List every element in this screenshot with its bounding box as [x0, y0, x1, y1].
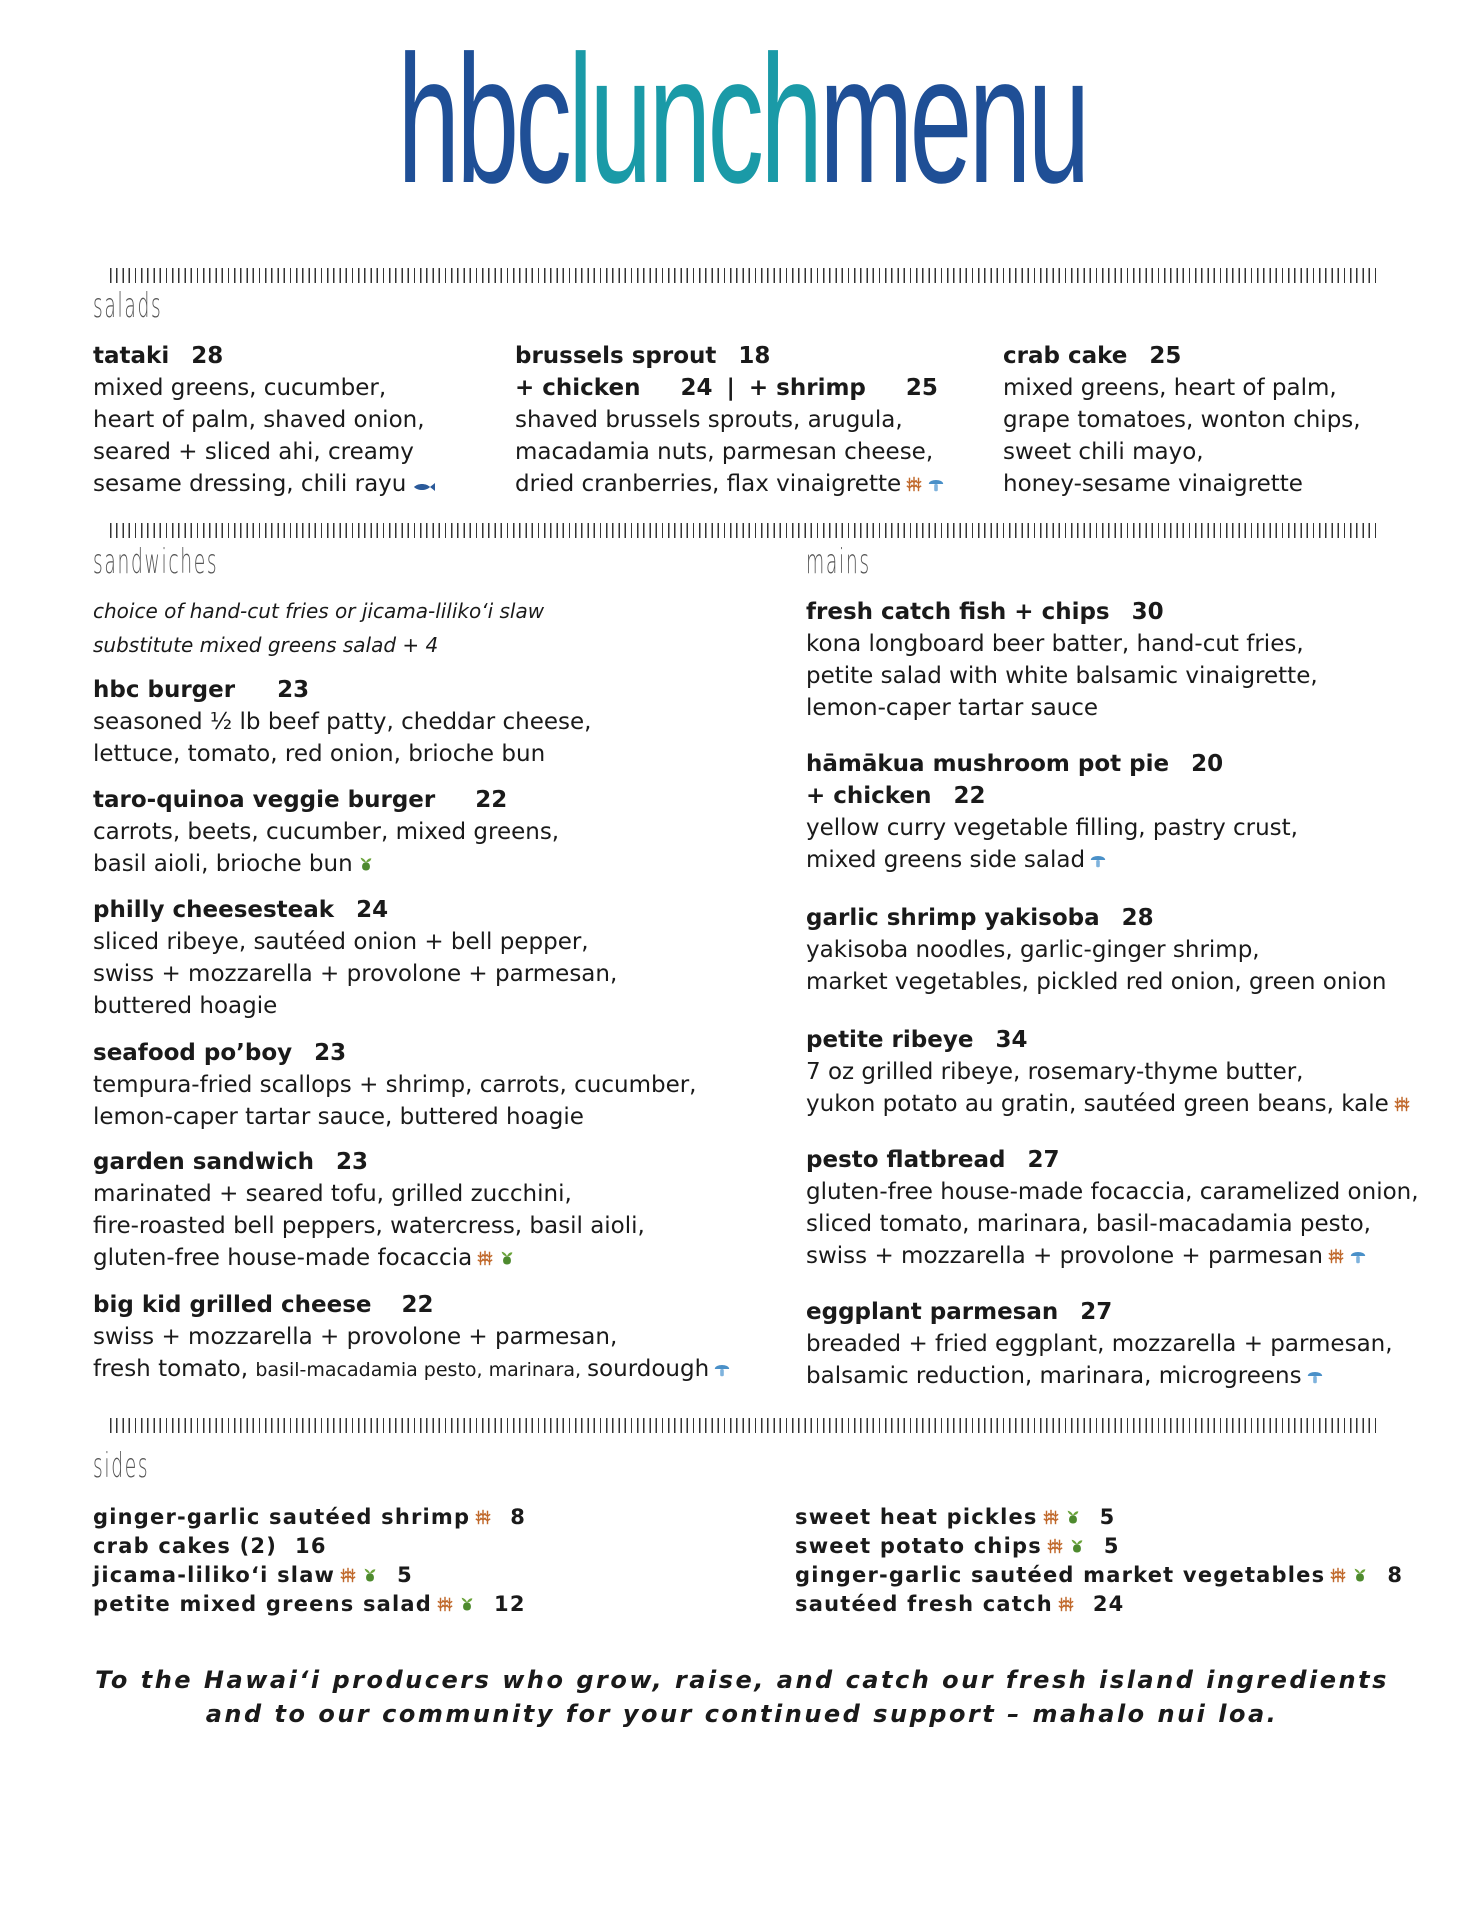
gluten-free-icon: [1046, 1537, 1064, 1555]
mushroom-icon: [1089, 851, 1107, 869]
main-item-pot-pie: [806, 748, 1298, 876]
item-desc: swiss + mozzarella + provolone + parmesan: [806, 1243, 1323, 1269]
item-desc: tempura-fried scallops + shrimp, carrots, cucumber,: [93, 1072, 697, 1098]
side-price: 12: [494, 1592, 526, 1616]
item-addon-price: 25: [905, 375, 938, 401]
item-desc: swiss + mozzarella + provolone + parmesan,: [93, 961, 618, 987]
mushroom-icon: [713, 1360, 731, 1378]
item-desc: carrots, beets, cucumber, mixed greens,: [93, 819, 560, 845]
vegetable-icon: [498, 1249, 516, 1267]
gluten-free-icon: [1042, 1508, 1060, 1526]
sides-left: [93, 1503, 526, 1619]
item-addon-price: 24: [680, 375, 713, 401]
vegetable-icon: [458, 1595, 476, 1613]
item-desc: swiss + mozzarella + provolone + parmesan,: [93, 1324, 618, 1350]
item-desc: lettuce, tomato, red onion, brioche bun: [93, 741, 546, 767]
item-name: hāmākua mushroom pot pie: [806, 751, 1170, 777]
item-desc: gluten-free house-made focaccia, caramelized onion,: [806, 1179, 1419, 1205]
separator: |: [726, 375, 735, 401]
mains-heading: mains: [806, 542, 871, 582]
side-item: [93, 1503, 526, 1532]
item-desc: shaved brussels sprouts, arugula,: [515, 407, 903, 433]
gluten-free-icon: [905, 475, 923, 493]
item-price: 20: [1191, 751, 1224, 777]
item-desc: marinated + seared tofu, grilled zucchini,: [93, 1181, 572, 1207]
mushroom-icon: [927, 475, 945, 493]
vegetable-icon: [1064, 1508, 1082, 1526]
side-name: sweet potato chips: [795, 1534, 1042, 1558]
item-addon: + shrimp: [748, 375, 866, 401]
sandwich-item-garden: [93, 1146, 645, 1274]
item-price: 25: [1149, 343, 1182, 369]
item-name: seafood po’boy: [93, 1040, 293, 1066]
note-line: choice of hand-cut fries or jicama-lilikoʻi slaw: [93, 599, 545, 623]
gluten-free-icon: [1329, 1566, 1347, 1584]
side-item: [93, 1532, 526, 1561]
side-name: sautéed fresh catch: [795, 1592, 1053, 1616]
salads-heading: salads: [93, 286, 163, 326]
item-price: 28: [191, 343, 224, 369]
main-item-ribeye: [806, 1024, 1411, 1120]
side-item: [795, 1561, 1403, 1590]
item-price: 18: [738, 343, 771, 369]
sides-heading: sides: [93, 1446, 150, 1486]
item-desc: yellow curry vegetable filling, pastry crust,: [806, 815, 1298, 841]
side-item: [93, 1590, 526, 1619]
item-name: eggplant parmesan: [806, 1299, 1059, 1325]
side-price: 8: [510, 1505, 527, 1529]
item-name: brussels sprout: [515, 343, 717, 369]
footer-dedication: [0, 1663, 1484, 1731]
item-desc: sliced ribeye, sautéed onion + bell pepper,: [93, 929, 589, 955]
gluten-free-icon: [476, 1249, 494, 1267]
side-price: 5: [1099, 1505, 1116, 1529]
salad-item-brussels: [515, 340, 945, 500]
item-desc: lemon-caper tartar sauce: [806, 695, 1099, 721]
sandwich-item-philly: [93, 894, 617, 1022]
item-desc: macadamia nuts, parmesan cheese,: [515, 439, 934, 465]
item-desc: seasoned ½ lb beef patty, cheddar cheese,: [93, 709, 592, 735]
vegetable-icon: [361, 1566, 379, 1584]
item-desc: basil-macadamia pesto, marinara,: [255, 1359, 588, 1381]
item-price: 24: [356, 897, 389, 923]
item-desc: buttered hoagie: [93, 993, 278, 1019]
item-desc: petite salad with white balsamic vinaigrette,: [806, 663, 1318, 689]
fish-icon: [412, 481, 436, 493]
title-hbc: hbc: [397, 17, 569, 221]
item-desc: yakisoba noodles, garlic-ginger shrimp,: [806, 937, 1260, 963]
gluten-free-icon: [1327, 1247, 1345, 1265]
item-desc: heart of palm, shaved onion,: [93, 407, 425, 433]
item-desc: fresh tomato,: [93, 1356, 256, 1382]
side-item: [795, 1532, 1403, 1561]
item-name: tataki: [93, 343, 170, 369]
salad-item-tataki: [93, 340, 436, 500]
item-price: 28: [1121, 905, 1154, 931]
item-price: 23: [335, 1149, 368, 1175]
mushroom-icon: [1349, 1247, 1367, 1265]
gluten-free-icon: [474, 1508, 492, 1526]
item-desc: seared + sliced ahi, creamy: [93, 439, 414, 465]
title-lunch: lunch: [568, 17, 820, 221]
item-desc: mixed greens, heart of palm,: [1003, 375, 1337, 401]
sandwich-item-po-boy: [93, 1037, 697, 1133]
main-item-eggplant: [806, 1296, 1393, 1392]
side-name: sweet heat pickles: [795, 1505, 1038, 1529]
item-desc: honey-sesame vinaigrette: [1003, 471, 1303, 497]
mushroom-icon: [1306, 1367, 1324, 1385]
side-name: petite mixed greens salad: [93, 1592, 433, 1616]
vegetable-icon: [1351, 1566, 1369, 1584]
side-price: 5: [397, 1563, 413, 1587]
menu-title: [282, 17, 1202, 221]
item-addon: + chicken: [515, 375, 641, 401]
sides-right: [795, 1503, 1403, 1619]
item-name: pesto flatbread: [806, 1147, 1006, 1173]
sandwich-item-veggie-burger: [93, 784, 559, 880]
item-desc: sesame dressing, chili rayu: [93, 471, 407, 497]
item-addon-price: 22: [953, 783, 986, 809]
main-item-fish-chips: [806, 596, 1318, 724]
item-desc: kona longboard beer batter, hand-cut fries,: [806, 631, 1304, 657]
item-desc: balsamic reduction, marinara, microgreens: [806, 1363, 1302, 1389]
note-line: substitute mixed greens salad + 4: [93, 633, 439, 657]
item-name: garlic shrimp yakisoba: [806, 905, 1100, 931]
title-menu: menu: [819, 17, 1087, 221]
item-name: taro-quinoa veggie burger: [93, 787, 436, 813]
item-price: 27: [1080, 1299, 1113, 1325]
item-name: philly cheesesteak: [93, 897, 335, 923]
divider: [110, 523, 1380, 538]
item-name: hbc burger: [93, 677, 236, 703]
sandwiches-heading: sandwiches: [93, 542, 219, 582]
sandwich-notes: [93, 594, 544, 662]
item-name: garden sandwich: [93, 1149, 314, 1175]
side-price: 16: [295, 1534, 327, 1558]
item-desc: gluten-free house-made focaccia: [93, 1245, 473, 1271]
item-name: big kid grilled cheese: [93, 1292, 372, 1318]
sandwich-item-grilled-cheese: [93, 1289, 731, 1386]
side-price: 24: [1092, 1592, 1125, 1616]
side-name: jicama-lilikoʻi slaw: [93, 1563, 336, 1587]
side-name: ginger-garlic sautéed shrimp: [93, 1505, 471, 1529]
main-item-flatbread: [806, 1144, 1419, 1272]
footer-line: and to our community for your continued support – mahalo nui loa.: [205, 1700, 1279, 1728]
item-desc: mixed greens, cucumber,: [93, 375, 387, 401]
item-price: 27: [1027, 1147, 1060, 1173]
item-name: petite ribeye: [806, 1027, 974, 1053]
item-desc: basil aioli, brioche bun: [93, 851, 353, 877]
side-item: [795, 1503, 1403, 1532]
salad-item-crab-cake: [1003, 340, 1361, 500]
gluten-free-icon: [1057, 1595, 1075, 1613]
side-item: [795, 1590, 1403, 1619]
item-desc: sweet chili mayo,: [1003, 439, 1204, 465]
item-desc: dried cranberries, flax vinaigrette: [515, 471, 902, 497]
item-desc: market vegetables, pickled red onion, green onion: [806, 969, 1387, 995]
side-name: ginger-garlic sautéed market vegetables: [795, 1563, 1326, 1587]
vegetable-icon: [357, 855, 375, 873]
sandwich-item-hbc-burger: [93, 674, 592, 770]
item-price: 22: [475, 787, 508, 813]
item-price: 34: [995, 1027, 1028, 1053]
divider: [110, 1418, 1380, 1433]
item-desc: breaded + fried eggplant, mozzarella + parmesan,: [806, 1331, 1393, 1357]
gluten-free-icon: [1393, 1095, 1411, 1113]
item-desc: fire-roasted bell peppers, watercress, basil aioli,: [93, 1213, 645, 1239]
item-price: 23: [277, 677, 310, 703]
vegetable-icon: [1068, 1537, 1086, 1555]
footer-line: To the Hawaiʻi producers who grow, raise, and catch our fresh island ingredients: [95, 1666, 1389, 1694]
side-name: crab cakes (2): [93, 1534, 278, 1558]
item-desc: sliced tomato, marinara, basil-macadamia pesto,: [806, 1211, 1371, 1237]
main-item-yakisoba: [806, 902, 1386, 998]
item-addon: + chicken: [806, 783, 932, 809]
side-price: 5: [1103, 1534, 1120, 1558]
gluten-free-icon: [436, 1595, 454, 1613]
gluten-free-icon: [339, 1566, 357, 1584]
side-price: 8: [1387, 1563, 1404, 1587]
item-price: 23: [314, 1040, 347, 1066]
item-desc: mixed greens side salad: [806, 847, 1086, 873]
item-desc: yukon potato au gratin, sautéed green beans, kale: [806, 1091, 1389, 1117]
item-price: 22: [401, 1292, 434, 1318]
side-item: [93, 1561, 526, 1590]
item-desc: lemon-caper tartar sauce, buttered hoagie: [93, 1104, 584, 1130]
item-desc: sourdough: [587, 1356, 710, 1382]
item-desc: grape tomatoes, wonton chips,: [1003, 407, 1361, 433]
item-desc: 7 oz grilled ribeye, rosemary-thyme butter,: [806, 1059, 1304, 1085]
divider-top: [110, 268, 1380, 283]
item-price: 30: [1131, 599, 1164, 625]
item-name: fresh catch fish + chips: [806, 599, 1110, 625]
item-name: crab cake: [1003, 343, 1128, 369]
